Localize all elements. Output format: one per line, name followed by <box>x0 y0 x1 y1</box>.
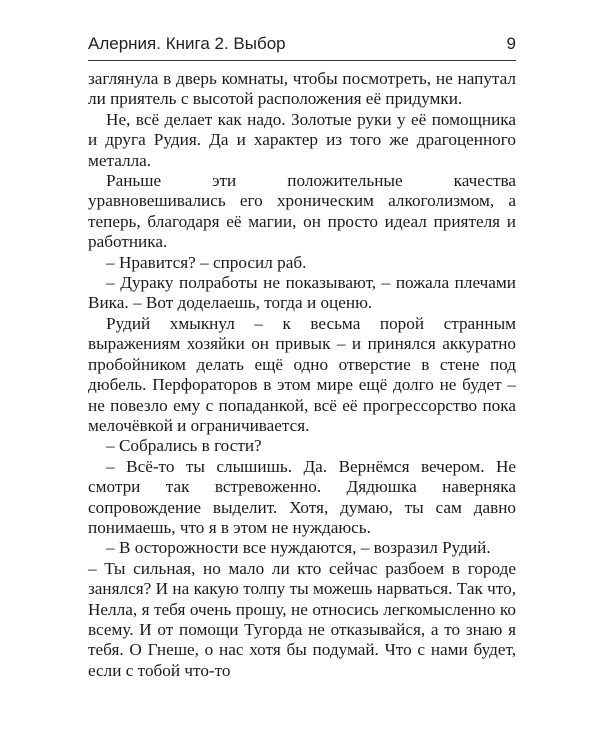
dialogue-line: – В осторожности все нуждаются, – возразил Рудий. <box>106 538 491 558</box>
paragraph: Не, всё делает как надо. Золотые руки у её помощника и друга Рудия. Да и характер из того же драгоценного металла. <box>88 109 516 170</box>
running-title: Алерния. Книга 2. Выбор <box>88 34 286 53</box>
dialogue-line: – Дураку полработы не показывают, – пожала плечами Вика. – Вот доделаешь, тогда и оценю. <box>88 273 516 313</box>
dialogue-line: – Нравится? – спросил раб. <box>106 252 307 272</box>
paragraph: Рудий хмыкнул – к весьма порой странным выражениям хозяйки он привык – и принялся аккуратно пробойником делать ещё одно отверстие в стене под дюбель. Перфораторов в этом мире ещё долго не будет – не повезло ему с попаданкой, всё её прогрессорство пока мелочёвкой и ограничивается. <box>88 313 516 435</box>
header-rule <box>88 60 516 61</box>
dialogue-line: – Ты сильная, но мало ли кто сейчас разбоем в городе занялся? И на какую толпу ты можешь нарваться. Так что, Нелла, я тебя очень прошу, не относись легкомысленно ко всему. И от помощи Тугорда не отказывайся, а то знаю я тебя. О Гнеше, о нас хотя бы подумай. Что с нами будет, если с тобой что-то <box>88 558 516 680</box>
dialogue-line: – Собрались в гости? <box>106 436 262 456</box>
page-number: 9 <box>506 34 516 53</box>
running-header <box>88 34 516 54</box>
dialogue-line: – Всё-то ты слышишь. Да. Вернёмся вечером. Не смотри так встревоженно. Дядюшка наверняка сопровождение выделит. Хотя, думаю, ты сам давно понимаешь, что я в этом не нуждаюсь. <box>88 456 516 537</box>
body-text <box>88 69 516 681</box>
paragraph: Раньше эти положительные качества уравновешивались его хроническим алкоголизмом, а теперь, благодаря её магии, он просто идеал приятеля и работника. <box>88 171 516 252</box>
paragraph: заглянула в дверь комнаты, чтобы посмотреть, не напутал ли приятель с высотой расположения её придумки. <box>88 69 516 109</box>
